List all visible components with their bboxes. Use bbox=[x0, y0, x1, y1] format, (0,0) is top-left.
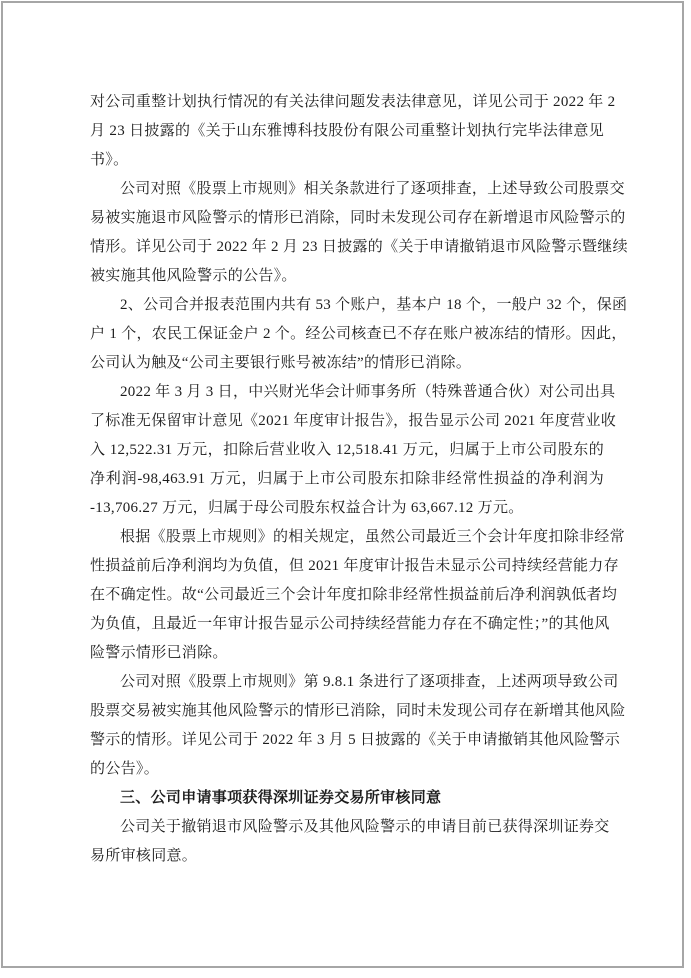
paragraph bbox=[90, 523, 625, 668]
text-line: 书》。 bbox=[90, 152, 129, 168]
text-line: 在不确定性。故“公司最近三个会计年度扣除非经常性损益前后净利润孰低者均 bbox=[90, 587, 618, 603]
text-line: 了标准无保留审计意见《2021 年度审计报告》，报告显示公司 2021 年度营业收 bbox=[90, 413, 617, 429]
paragraph bbox=[90, 88, 616, 175]
document-body bbox=[90, 88, 628, 871]
text-line: 月 23 日披露的《关于山东雅博科技股份有限公司重整计划执行完毕法律意见 bbox=[90, 123, 604, 139]
text-line: 入 12,522.31 万元，扣除后营业收入 12,518.41 万元，归属于上市公司股东的 bbox=[90, 442, 604, 458]
text-line: 三、公司申请事项获得深圳证券交易所审核同意 bbox=[120, 790, 442, 806]
text-line: 公司认为触及“公司主要银行账号被冻结”的情形已消除。 bbox=[90, 355, 472, 371]
text-line: 2022 年 3 月 3 日，中兴财光华会计师事务所（特殊普通合伙）对公司出具 bbox=[120, 384, 616, 400]
text-line: 2、公司合并报表范围内共有 53 个账户，基本户 18 个，一般户 32 个，保函 bbox=[120, 297, 628, 313]
text-line: 险警示情形已消除。 bbox=[90, 645, 228, 661]
text-line: 警示的情形。详见公司于 2022 年 3 月 5 日披露的《关于申请撤销其他风险警示 bbox=[90, 732, 621, 748]
text-line: 公司关于撤销退市风险警示及其他风险警示的申请目前已获得深圳证券交 bbox=[120, 819, 610, 835]
paragraph bbox=[90, 378, 617, 523]
paragraph bbox=[90, 813, 610, 871]
text-line: -13,706.27 万元，归属于母公司股东权益合计为 63,667.12 万元。 bbox=[90, 500, 524, 516]
text-line: 为负值，且最近一年审计报告显示公司持续经营能力存在不确定性；”的其他风 bbox=[90, 616, 610, 632]
text-line: 被实施其他风险警示的公告》。 bbox=[90, 268, 297, 284]
section-heading bbox=[90, 784, 604, 813]
text-line: 净利润-98,463.91 万元，归属于上市公司股东扣除非经常性损益的净利润为 bbox=[90, 471, 604, 487]
text-line: 对公司重整计划执行情况的有关法律问题发表法律意见，详见公司于 2022 年 2 bbox=[90, 94, 616, 110]
text-line: 根据《股票上市规则》的相关规定，虽然公司最近三个会计年度扣除非经常 bbox=[120, 529, 625, 545]
text-line: 公司对照《股票上市规则》第 9.8.1 条进行了逐项排查，上述两项导致公司 bbox=[120, 674, 619, 690]
paragraph bbox=[90, 668, 626, 784]
text-line: 股票交易被实施其他风险警示的情形已消除，同时未发现公司存在新增其他风险 bbox=[90, 703, 626, 719]
text-line: 公司对照《股票上市规则》相关条款进行了逐项排查，上述导致公司股票交 bbox=[120, 181, 625, 197]
text-line: 情形。详见公司于 2022 年 2 月 23 日披露的《关于申请撤销退市风险警示暨继续 bbox=[90, 239, 628, 255]
text-line: 性损益前后净利润均为负值，但 2021 年度审计报告未显示公司持续经营能力存 bbox=[90, 558, 619, 574]
text-line: 易被实施退市风险警示的情形已消除，同时未发现公司存在新增退市风险警示的 bbox=[90, 210, 626, 226]
text-line: 户 1 个，农民工保证金户 2 个。经公司核查已不存在账户被冻结的情形。因此， bbox=[90, 326, 627, 342]
text-line: 的公告》。 bbox=[90, 761, 160, 777]
text-line: 易所审核同意。 bbox=[90, 848, 198, 864]
paragraph bbox=[90, 291, 628, 378]
paragraph bbox=[90, 175, 628, 291]
